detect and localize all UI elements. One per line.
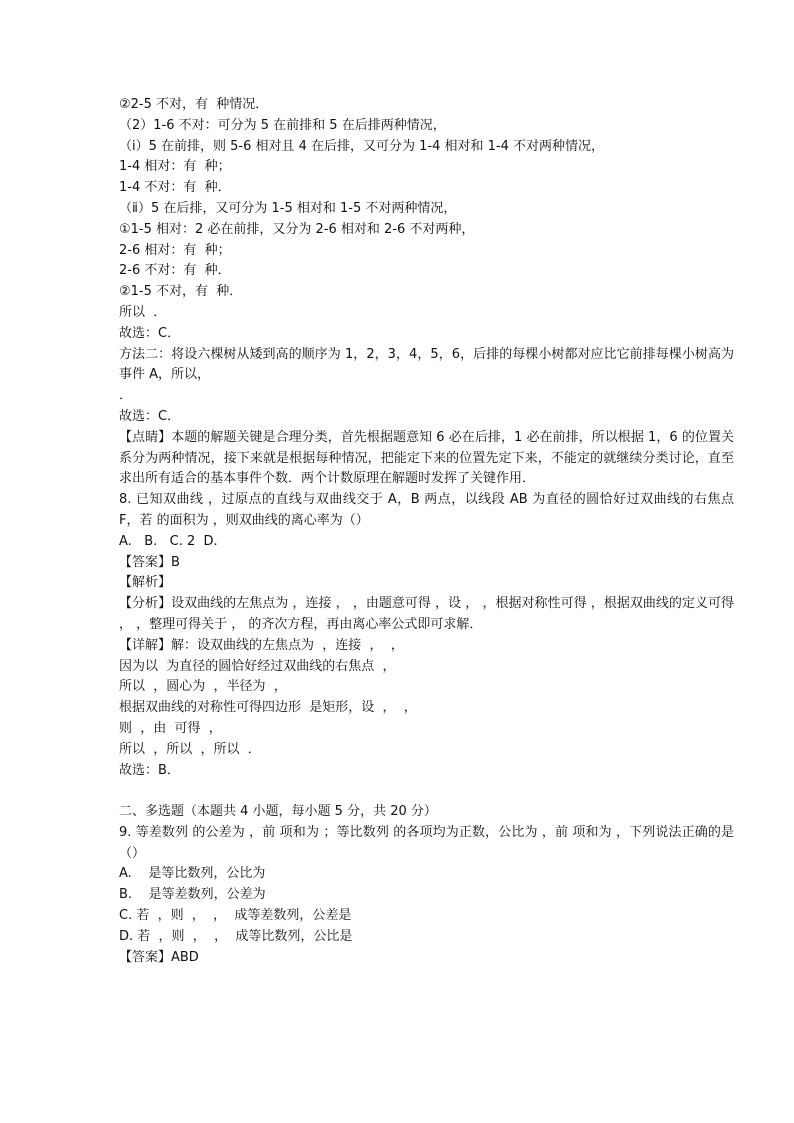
text-line: 1-4 不对：有 种． (119, 180, 231, 196)
text-line: 所以 ，所以 ，所以 ． (119, 741, 261, 757)
text-line: ②1-5 不对，有 种． (119, 284, 243, 300)
text-line: 故选：C． (119, 408, 181, 424)
text-line: 【详解】解：设双曲线的左焦点为 ，连接 ， ， (119, 637, 404, 653)
text-line: 所以 ． (119, 304, 167, 320)
text-line: 2-6 不对：有 种． (119, 263, 231, 279)
question-9-option: B. 是等差数列，公差为 (119, 887, 266, 903)
question-8-jiexi-heading: 【解析】 (119, 575, 172, 591)
text-line: （2）1-6 不对：可分为 5 在前排和 5 在后排两种情况， (119, 117, 446, 133)
method-two-paragraph: 方法二：将设六棵树从矮到高的顺序为 1，2，3，4，5，6，后排的每棵小树都对应比它前排每棵小树高为事件 A，所以， (119, 346, 734, 383)
question-8-answer: 【答案】B (119, 554, 180, 570)
question-9-option: A. 是等比数列，公比为 (119, 866, 266, 882)
text-line: ②2-5 不对，有 种情况． (119, 97, 269, 112)
question-9-option: C. 若 ，则 ， ， 成等差数列，公差是 (119, 908, 352, 924)
text-line: 故选：C． (119, 325, 181, 341)
question-8-options: A. B. C. 2 D. (119, 533, 218, 549)
question-9-option: D. 若 ，则 ， ， 成等比数列，公比是 (119, 928, 353, 944)
text-line: 所以 ，圆心为 ，半径为 ， (119, 679, 287, 695)
text-line: 因为以 为直径的圆恰好经过双曲线的右焦点 ， (119, 658, 396, 674)
text-line: （ⅰ）5 在前排，则 5-6 相对且 4 在后排，又可分为 1-4 相对和 1-4 不对两种情况， (119, 138, 605, 154)
dianjing-paragraph: 【点睛】本题的解题关键是合理分类，首先根据题意知 6 必在后排，1 必在前排，所以根据 1，6 的位置关系分为两种情况，接下来就是根据每种情况，把能定下来的位置先定下来，不能定的就继续分类讨论，直至求出所有适合的基本事件个数．两个计数原理在解题时发挥了关键作用． (119, 429, 734, 487)
text-line: 故选：B． (119, 762, 180, 778)
question-9-stem: 9. 等差数列 的公差为 ，前 项和为 ；等比数列 的各项均为正数，公比为 ，前 项和为 ，下列说法正确的是（） (119, 824, 734, 861)
section-heading: 二、多选题（本题共 4 小题，每小题 5 分，共 20 分） (119, 804, 437, 820)
text-line: 2-6 相对：有 种； (119, 242, 231, 258)
blank-line (119, 781, 734, 802)
text-line: （ⅱ）5 在后排，又可分为 1-5 相对和 1-5 不对两种情况， (119, 200, 457, 216)
question-9-answer: 【答案】ABD (119, 949, 199, 965)
text-line: 则 ，由 可得 ， (119, 720, 222, 736)
question-8-analysis: 【分析】设双曲线的左焦点为 ，连接 ， ，由题意可得 ，设 ， ，根据对称性可得 ，根据双曲线的定义可得 ， ，整理可得关于 ， 的齐次方程，再由离心率公式即可求解． (119, 596, 734, 632)
text-line: ． (119, 388, 133, 404)
text-line: 1-4 相对：有 种； (119, 159, 231, 175)
text-line: ①1-5 相对：2 必在前排，又分为 2-6 相对和 2-6 不对两种， (119, 221, 475, 237)
question-8-stem: 8. 已知双曲线 ，过原点的直线与双曲线交于 A，B 两点，以线段 AB 为直径的圆恰好过双曲线的右焦点 F，若 的面积为 ，则双曲线的离心率为（） (119, 492, 734, 528)
text-line: 根据双曲线的对称性可得四边形 是矩形，设 ， ， (119, 700, 417, 716)
